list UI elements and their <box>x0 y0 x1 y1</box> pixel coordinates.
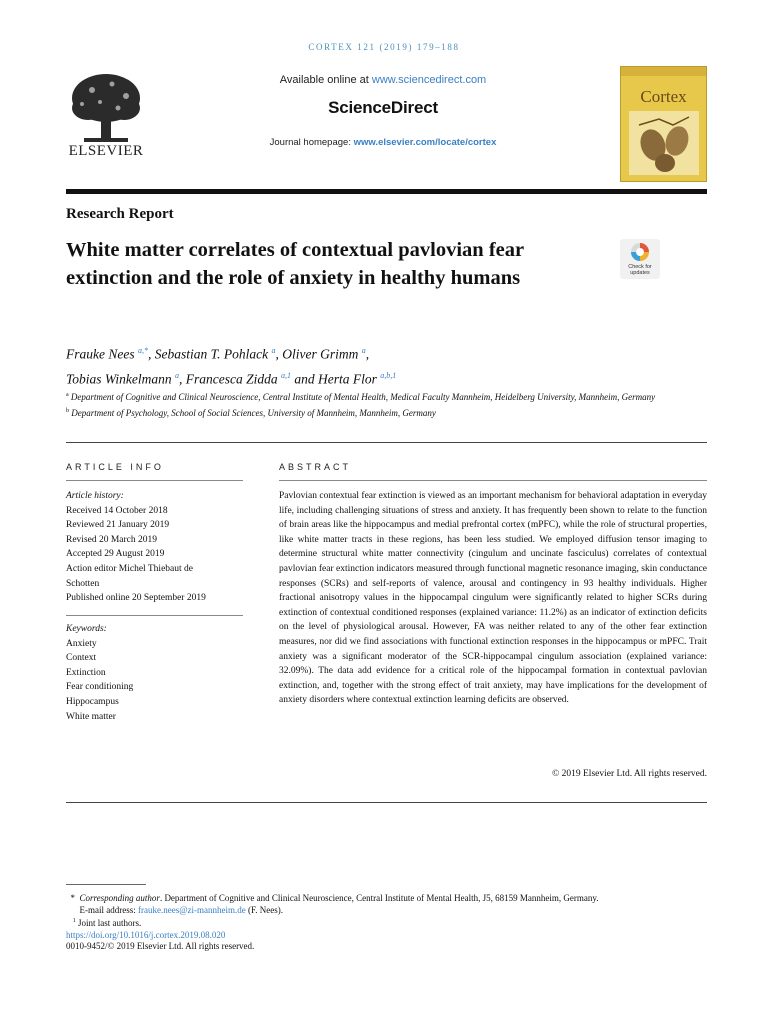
affiliation-text: Department of Cognitive and Clinical Neuroscience, Central Institute of Mental Health, Medical Faculty Mannheim, Heidelberg University, Mannheim, Germany <box>70 392 656 402</box>
author-separator: , <box>147 346 155 362</box>
available-online-line <box>190 74 576 86</box>
history-item: Reviewed 21 January 2019 <box>66 520 170 531</box>
history-item: Received 14 October 2018 <box>66 505 168 516</box>
keywords-label: Keywords: <box>66 624 107 634</box>
email-label: E-mail address: <box>79 904 138 915</box>
history-item: Revised 20 March 2019 <box>66 534 158 545</box>
cover-illustration <box>629 111 699 175</box>
cover-title: Cortex <box>640 87 687 106</box>
author-name[interactable]: Sebastian T. Pohlack <box>154 346 272 362</box>
footnote-mark: 1 <box>72 918 76 924</box>
abstract-text: Pavlovian contextual fear extinction is viewed as an important mechanism for behavioral adaptation in everyday life, including challenging situations of stress and anxiety. It has frequently been shown to relate to the function of brain areas like the hippocampus and medial prefrontal cortex (mPFC), while the role of structural properties, like white matter tracts in these regions, has been less studied. We employed diffusion tensor imaging to determine structural white matter connectivity (cingulum and uncinate fasciculus) correlates of contextual pavlovian fear extinction indicators measured through functional magnetic resonance imaging, skin conductance responses (SCRs) and self-reports of valence, arousal and contingency in 93 healthy individuals. Higher fractional anisotropy values in the hippocampal cingulum were significantly related to higher SCRs during extinction of contextual conditioned responses (explained variance: 11.2%) as an indicator of extinction deficits on the level of physiological arousal. However, FA was neither related to any of the other fear extinction measures, nor did we find associations with functional extinction responses in the hippocampus or mPFC. Trait anxiety was a significant moderator of the SCR-hippocampal cingulum association (explained variance: 32.09%). The data add evidence for a critical role of the hippocampal formation in contextual pavlovian extinction, and, together with the strong effect of trait anxiety, may have implications for the development of anxiety disorders where contextual extinction learning deficits are observed. <box>279 491 707 706</box>
journal-cover-image <box>620 66 707 182</box>
keyword-item[interactable]: Hippocampus <box>66 696 119 707</box>
abstract-heading: ABSTRACT <box>279 462 352 472</box>
abstract-rule <box>279 480 707 481</box>
section-rule <box>66 442 707 443</box>
keyword-item[interactable]: Extinction <box>66 667 106 678</box>
history-item: Schotten <box>66 578 100 589</box>
journal-reference: CORTEX 121 (2019) 179–188 <box>308 42 460 52</box>
author-name[interactable]: Francesca Zidda <box>185 371 282 386</box>
affiliation-mark: b <box>66 408 69 414</box>
keyword-item[interactable]: White matter <box>66 711 116 722</box>
author-separator: and <box>291 371 319 386</box>
keywords-rule <box>66 615 243 616</box>
corresponding-author-label: Corresponding author <box>79 893 160 903</box>
author-list <box>66 340 686 389</box>
author-line-2 <box>66 365 686 390</box>
journal-header <box>190 74 576 148</box>
footnote-mark: * <box>70 893 75 903</box>
author-name[interactable]: Herta Flor <box>318 371 381 386</box>
article-info-heading: ARTICLE INFO <box>66 462 164 472</box>
affiliation-item <box>66 388 706 404</box>
author-affiliation-mark[interactable]: a <box>361 346 366 355</box>
author-line-1 <box>66 340 686 365</box>
article-info-rule <box>66 480 243 481</box>
author-affiliation-mark[interactable]: a,b,1 <box>380 370 397 380</box>
author-separator: , <box>365 346 370 362</box>
email-note <box>66 905 707 917</box>
history-item: Published online 20 September 2019 <box>66 593 206 604</box>
author-name[interactable]: Frauke Nees <box>66 346 138 362</box>
footnotes <box>66 893 707 953</box>
author-affiliation-mark[interactable]: a,1 <box>281 370 292 380</box>
abstract-copyright: © 2019 Elsevier Ltd. All rights reserved. <box>552 769 707 779</box>
corresponding-author-note <box>66 893 707 905</box>
keyword-item[interactable]: Anxiety <box>66 638 97 649</box>
author-affiliation-mark[interactable]: a <box>271 346 276 355</box>
email-link[interactable]: frauke.nees@zi-mannheim.de <box>137 904 246 915</box>
keywords <box>66 622 256 724</box>
corresponding-author-address: . Department of Cognitive and Clinical Neuroscience, Central Institute of Mental Health, J5, 68159 Mannheim, Germany. <box>159 893 599 903</box>
history-item: Accepted 29 August 2019 <box>66 549 165 560</box>
journal-homepage-link[interactable]: www.elsevier.com/locate/cortex <box>353 137 497 148</box>
keyword-item[interactable]: Context <box>66 653 97 664</box>
author-separator: , <box>275 346 283 362</box>
joint-authors-note <box>66 916 707 930</box>
history-item: Action editor Michel Thiebaut de <box>66 563 193 574</box>
affiliation-item <box>66 404 706 420</box>
keyword-item[interactable]: Fear conditioning <box>66 682 134 693</box>
author-name[interactable]: Oliver Grimm <box>282 346 362 362</box>
issn-line: 0010-9452/© 2019 Elsevier Ltd. All rights reserved. <box>66 941 255 951</box>
author-affiliation-mark[interactable]: a,* <box>137 346 148 355</box>
header-rule <box>66 189 707 194</box>
journal-homepage-line <box>190 137 576 148</box>
journal-homepage-prefix: Journal homepage: <box>269 137 354 148</box>
doi-link[interactable]: https://doi.org/10.1016/j.cortex.2019.08.020 <box>66 929 226 940</box>
author-separator: , <box>179 371 186 386</box>
article-type: Research Report <box>66 206 174 222</box>
joint-authors-text: Joint last authors. <box>75 918 142 928</box>
article-title: White matter correlates of contextual pavlovian fear extinction and the role of anxiety in healthy humans <box>66 239 524 289</box>
sciencedirect-link[interactable]: www.sciencedirect.com <box>371 74 487 86</box>
affiliations <box>66 388 706 420</box>
author-name[interactable]: Tobias Winkelmann <box>66 371 176 386</box>
publisher-name: ELSEVIER <box>68 143 144 159</box>
email-suffix: (F. Nees). <box>245 904 284 915</box>
check-for-updates-label: Check for updates <box>628 264 652 276</box>
affiliation-mark: a <box>66 392 69 398</box>
available-online-prefix: Available online at <box>279 74 372 86</box>
footnote-rule <box>66 884 146 885</box>
affiliation-text: Department of Psychology, School of Social Sciences, University of Mannheim, Mannheim, Germany <box>71 408 436 418</box>
article-history <box>66 489 256 606</box>
author-affiliation-mark[interactable]: a <box>175 370 180 380</box>
sciencedirect-wordmark: ScienceDirect <box>328 98 438 117</box>
article-history-label: Article history: <box>66 491 124 501</box>
section-rule <box>66 802 707 803</box>
